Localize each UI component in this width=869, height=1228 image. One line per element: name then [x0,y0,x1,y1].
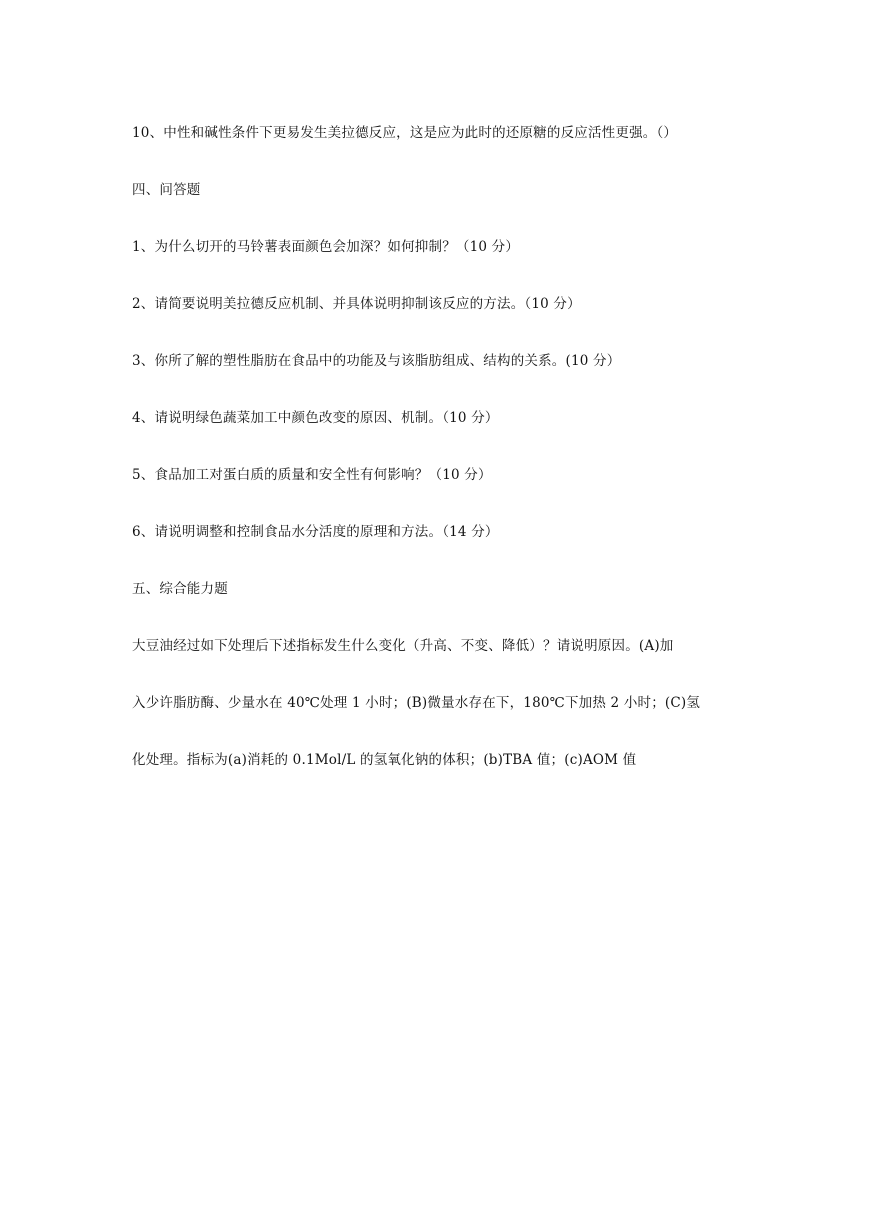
question-1: 1、为什么切开的马铃薯表面颜色会加深？如何抑制？（10 分） [132,239,520,255]
comprehensive-question-line-2: 入少许脂肪酶、少量水在 40℃处理 1 小时；(B)微量水存在下，180℃下加热 2 小时；(C)氢 [132,695,701,711]
section-title-comprehensive: 五、综合能力题 [132,581,228,597]
comprehensive-question-line-1: 大豆油经过如下处理后下述指标发生什么变化（升高、不变、降低）？请说明原因。(A)加 [132,638,674,654]
judgement-question-10: 10、中性和碱性条件下更易发生美拉德反应，这是应为此时的还原糖的反应活性更强。（） [132,125,678,141]
question-3: 3、你所了解的塑性脂肪在食品中的功能及与该脂肪组成、结构的关系。(10 分） [132,353,621,369]
section-title-short-answer: 四、问答题 [132,182,201,198]
comprehensive-question-line-3: 化处理。指标为(a)消耗的 0.1Mol/L 的氢氧化钠的体积；(b)TBA 值；(c)AOM 值 [132,752,637,768]
question-2: 2、请简要说明美拉德反应机制、并具体说明抑制该反应的方法。（10 分） [132,296,581,312]
question-6: 6、请说明调整和控制食品水分活度的原理和方法。（14 分） [132,524,499,540]
question-4: 4、请说明绿色蔬菜加工中颜色改变的原因、机制。（10 分） [132,410,499,426]
question-5: 5、食品加工对蛋白质的质量和安全性有何影响？（10 分） [132,467,492,483]
